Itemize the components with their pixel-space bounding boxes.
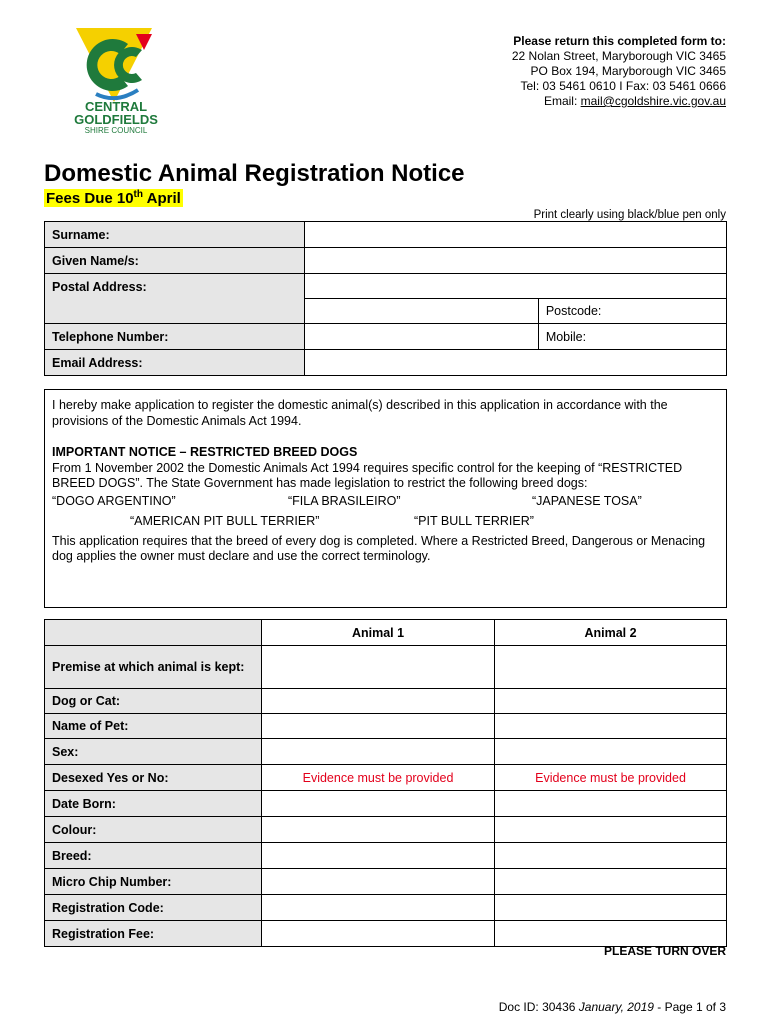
page-title: Domestic Animal Registration Notice [44,160,465,187]
email-label: Email: [543,94,581,108]
return-line2: PO Box 194, Maryborough VIC 3465 [530,64,726,78]
telephone-field[interactable] [305,324,539,350]
fees-prefix: Fees Due 10 [46,190,134,207]
colour-label: Colour: [45,817,262,843]
breed-animal1-field[interactable] [262,843,495,869]
given-name-label: Given Name/s: [45,248,305,274]
registration-code-animal2-field[interactable] [495,895,727,921]
logo-line3: SHIRE COUNCIL [84,126,148,135]
council-logo [66,24,166,136]
desexed-label: Desexed Yes or No: [45,765,262,791]
return-address [426,34,726,109]
surname-field[interactable] [305,222,727,248]
postcode-label: Postcode: [545,304,602,318]
microchip-animal2-field[interactable] [495,869,727,895]
desexed-animal2-field[interactable]: Evidence must be provided [495,765,727,791]
breed-american-pit-bull: “AMERICAN PIT BULL TERRIER” [130,513,320,528]
postcode-field[interactable] [538,299,726,324]
logo-line1: CENTRAL [84,99,148,114]
animal1-header: Animal 1 [262,620,495,646]
registration-fee-label: Registration Fee: [45,921,262,947]
doc-id: Doc ID: 30436 [498,1000,579,1014]
doc-id-footer [499,1000,726,1014]
postal-address-field-line2[interactable] [305,299,539,324]
registration-fee-animal1-field[interactable] [262,921,495,947]
registration-code-label: Registration Code: [45,895,262,921]
return-heading: Please return this completed form to: [513,34,726,48]
premise-animal2-field[interactable] [495,646,727,689]
sex-animal2-field[interactable] [495,739,727,765]
notice-closing: This application requires that the breed of every dog is completed. Where a Restricted Breed, Dangerous or Menacing dog applies the owner must declare and use the correct terminology. [52,533,706,563]
page-number: - Page 1 of 3 [653,1000,726,1014]
pet-name-animal2-field[interactable] [495,714,727,739]
breed-label: Breed: [45,843,262,869]
notice-body: From 1 November 2002 the Domestic Animals Act 1994 requires specific control for the keeping of “RESTRICTED BREED DOGS”. The State Government has made legislation to restrict the following breed dogs: [52,460,683,490]
premise-animal1-field[interactable] [262,646,495,689]
surname-label: Surname: [45,222,305,248]
dog-or-cat-animal2-field[interactable] [495,689,727,714]
council-logo-icon [66,24,166,106]
return-line1: 22 Nolan Street, Maryborough VIC 3465 [511,49,726,63]
pet-name-label: Name of Pet: [45,714,262,739]
given-name-field[interactable] [305,248,727,274]
telephone-label: Telephone Number: [45,324,305,350]
postal-address-field[interactable] [305,274,727,299]
mobile-field[interactable] [538,324,726,350]
breed-animal2-field[interactable] [495,843,727,869]
sex-label: Sex: [45,739,262,765]
colour-animal2-field[interactable] [495,817,727,843]
breed-dogo: “DOGO ARGENTINO” [52,493,176,508]
date-born-label: Date Born: [45,791,262,817]
postal-address-label: Postal Address: [45,274,305,324]
dog-or-cat-animal1-field[interactable] [262,689,495,714]
animal-details-table [44,619,727,947]
turn-over-note: PLEASE TURN OVER [603,944,726,958]
fees-suffix: April [143,190,181,207]
microchip-label: Micro Chip Number: [45,869,262,895]
email-address-field[interactable] [305,350,727,376]
notice-box [44,389,727,608]
fees-due [44,189,183,207]
registration-fee-animal2-field[interactable] [495,921,727,947]
print-note: Print clearly using black/blue pen only [533,209,726,221]
logo-line2: GOLDFIELDS [74,112,158,127]
doc-date: January, 2019 [578,1000,654,1014]
notice-heading: IMPORTANT NOTICE – RESTRICTED BREED DOGS [52,445,358,459]
sex-animal1-field[interactable] [262,739,495,765]
return-line3: Tel: 03 5461 0610 I Fax: 03 5461 0666 [520,79,726,93]
notice-intro: I hereby make application to register the domestic animal(s) described in this application in accordance with the provisions of the Domestic Animals Act 1994. [52,398,668,428]
email-address-label: Email Address: [45,350,305,376]
desexed-animal1-field[interactable]: Evidence must be provided [262,765,495,791]
breed-pit-bull: “PIT BULL TERRIER” [414,513,534,528]
pet-name-animal1-field[interactable] [262,714,495,739]
date-born-animal1-field[interactable] [262,791,495,817]
dog-or-cat-label: Dog or Cat: [45,689,262,714]
animal-header-blank [45,620,262,646]
email-link[interactable]: mail@cgoldshire.vic.gov.au [580,94,726,108]
date-born-animal2-field[interactable] [495,791,727,817]
breed-fila: “FILA BRASILEIRO” [288,493,401,508]
microchip-animal1-field[interactable] [262,869,495,895]
premise-label: Premise at which animal is kept: [45,646,262,689]
mobile-label: Mobile: [545,329,587,344]
animal2-header: Animal 2 [495,620,727,646]
colour-animal1-field[interactable] [262,817,495,843]
owner-details-table [44,221,727,376]
fees-sup: th [133,189,143,200]
registration-code-animal1-field[interactable] [262,895,495,921]
breed-tosa: “JAPANESE TOSA” [532,493,642,508]
